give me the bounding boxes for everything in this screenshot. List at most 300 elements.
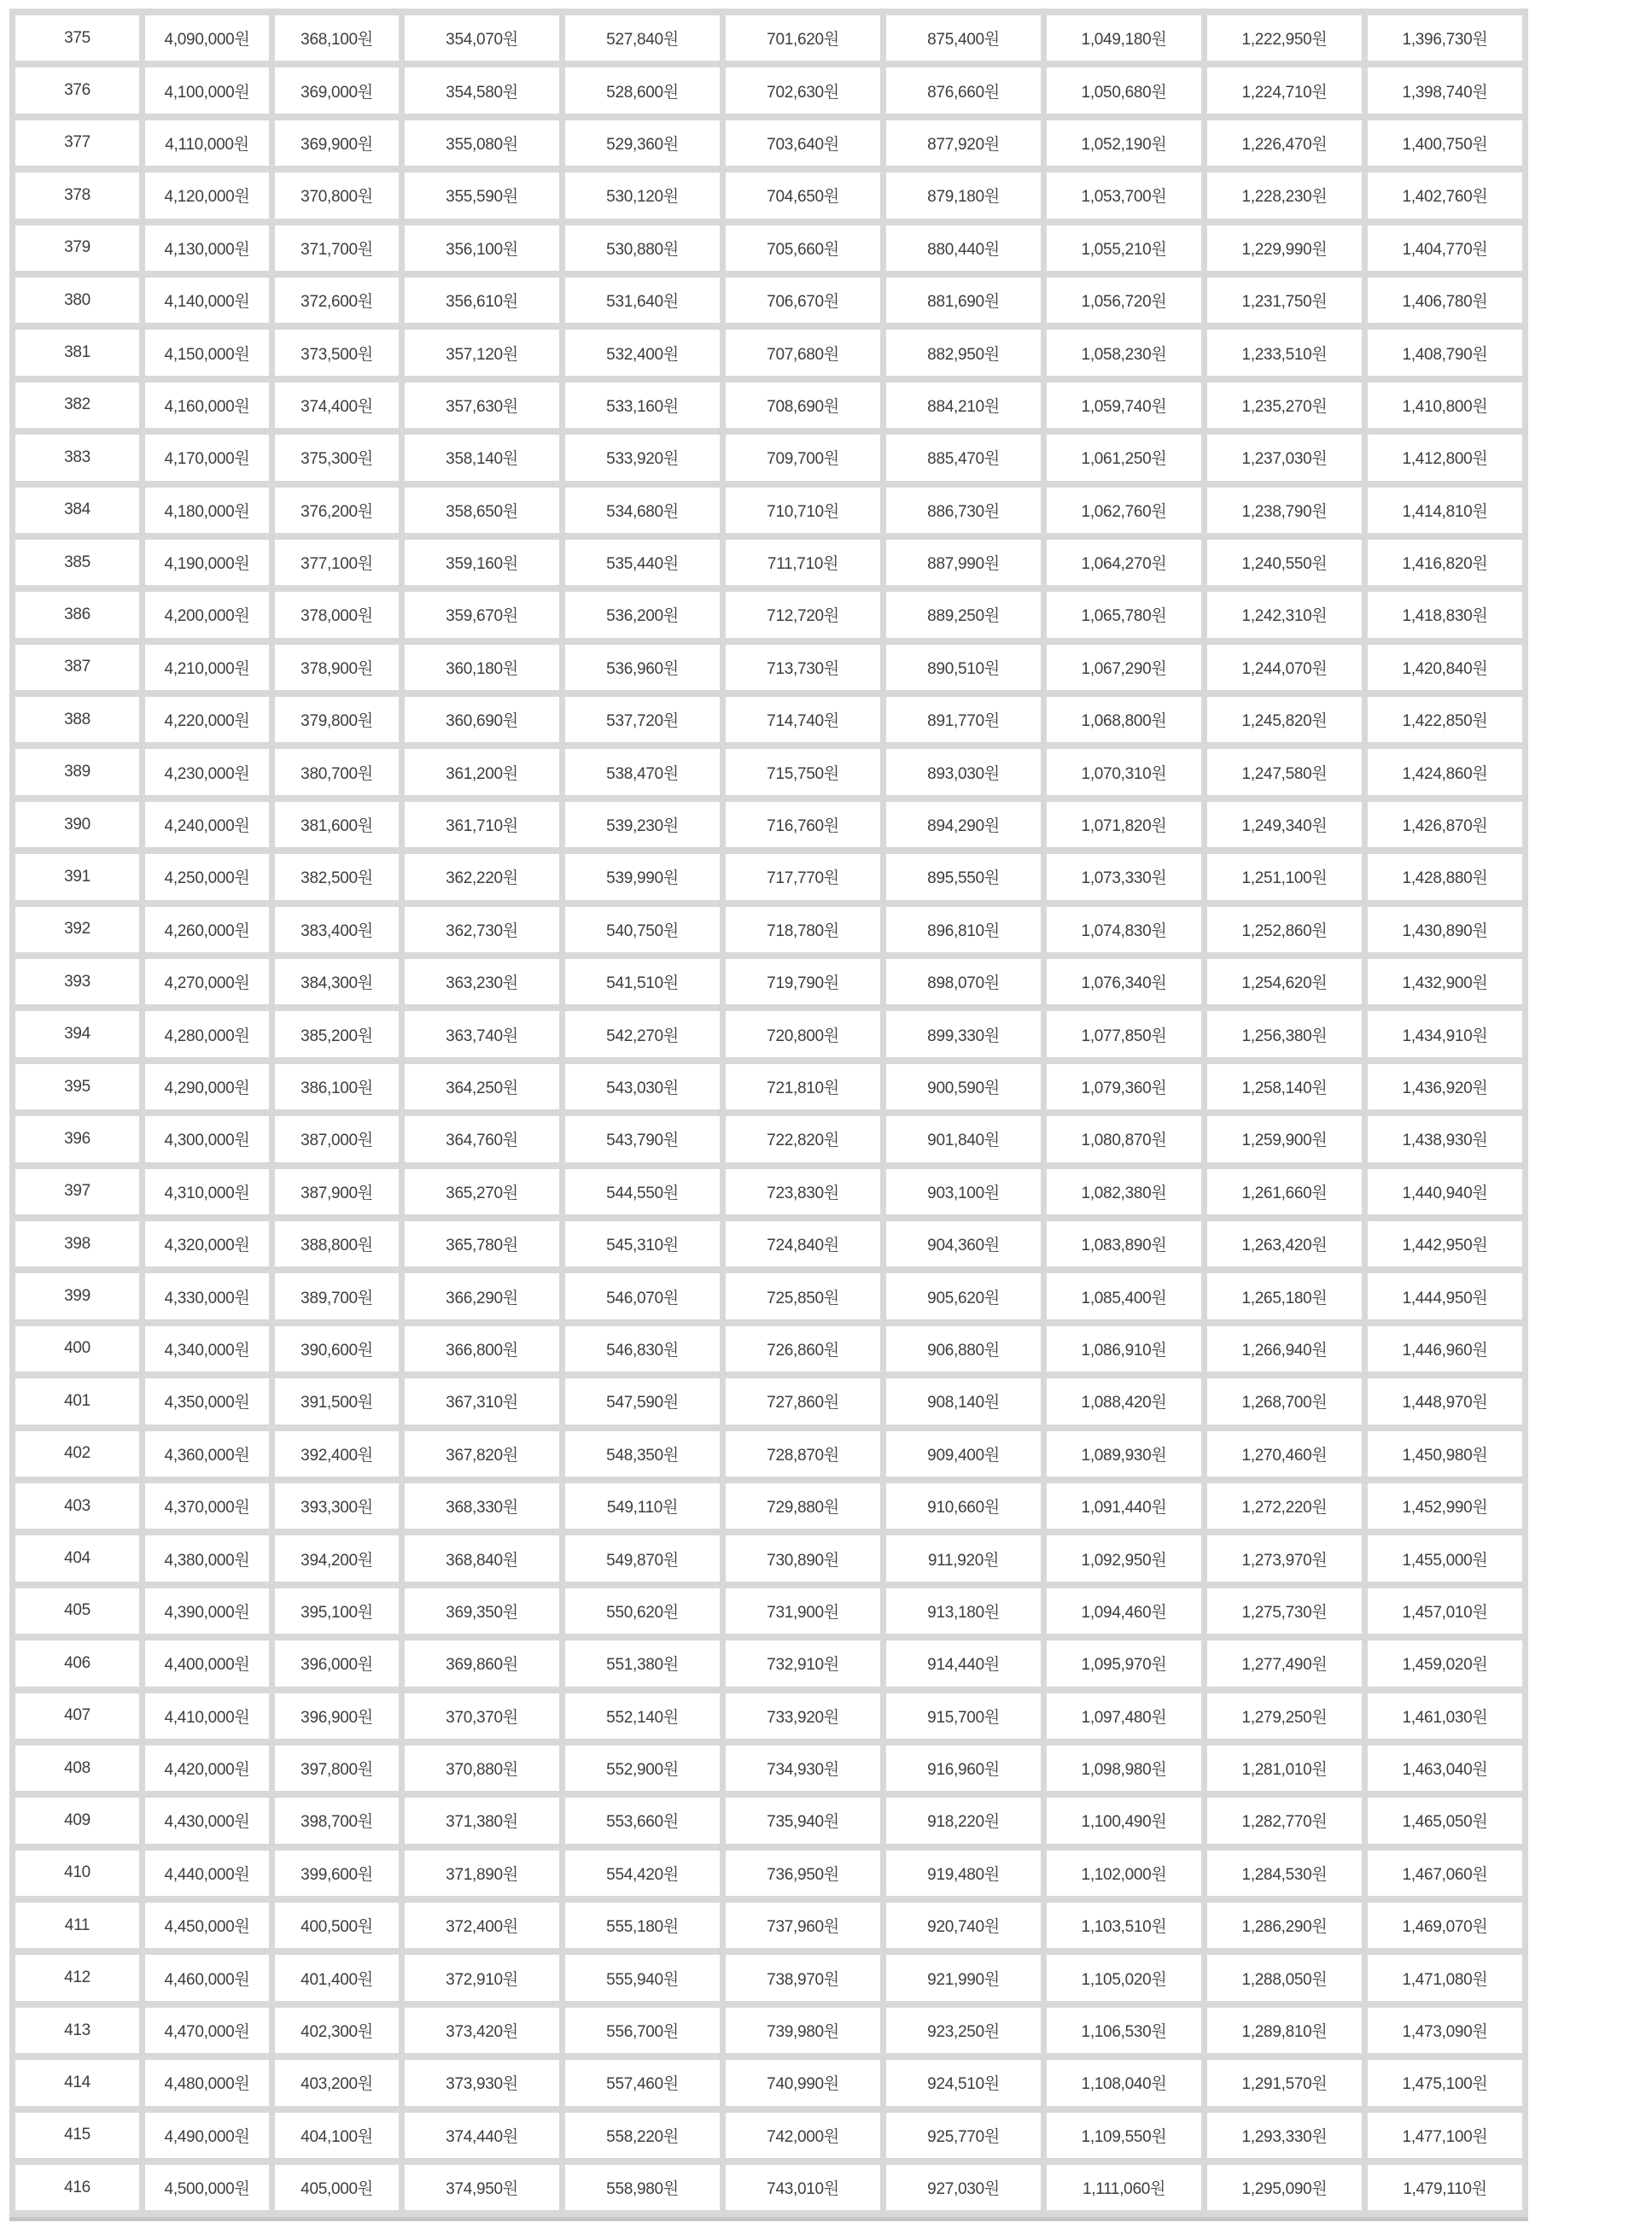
amount-cell: 1,436,920원 [1368,1064,1522,1109]
amount-cell: 1,268,700원 [1207,1378,1362,1424]
table-row [15,1903,1522,1948]
row-index-cell: 409 [15,1798,139,1843]
amount-cell: 724,840원 [726,1221,880,1266]
amount-cell: 1,052,190원 [1047,120,1201,166]
amount-cell: 388,800원 [275,1221,399,1266]
amount-cell: 923,250원 [886,2008,1041,2053]
amount-cell: 1,095,970원 [1047,1641,1201,1686]
amount-cell: 378,000원 [275,592,399,637]
amount-cell: 380,700원 [275,749,399,794]
amount-cell: 1,103,510원 [1047,1903,1201,1948]
amount-cell: 1,254,620원 [1207,959,1362,1004]
amount-cell: 4,230,000원 [145,749,269,794]
amount-cell: 927,030원 [886,2165,1041,2210]
table-row [15,907,1522,952]
amount-cell: 1,233,510원 [1207,330,1362,375]
table-row [15,2008,1522,2053]
amount-cell: 535,440원 [565,540,720,585]
row-index-cell: 402 [15,1431,139,1477]
amount-cell: 372,910원 [405,1955,559,2000]
amount-cell: 1,281,010원 [1207,1746,1362,1791]
amount-cell: 722,820원 [726,1116,880,1161]
amount-cell: 1,412,800원 [1368,435,1522,480]
amount-cell: 386,100원 [275,1064,399,1109]
amount-cell: 4,460,000원 [145,1955,269,2000]
amount-cell: 910,660원 [886,1483,1041,1529]
table-row [15,1798,1522,1843]
amount-cell: 363,230원 [405,959,559,1004]
amount-cell: 737,960원 [726,1903,880,1948]
amount-cell: 1,422,850원 [1368,697,1522,742]
amount-cell: 4,370,000원 [145,1483,269,1529]
amount-cell: 404,100원 [275,2113,399,2158]
row-index-cell: 376 [15,67,139,113]
amount-cell: 354,580원 [405,67,559,113]
amount-cell: 355,080원 [405,120,559,166]
amount-cell: 1,459,020원 [1368,1641,1522,1686]
table-row [15,173,1522,218]
row-index-cell: 385 [15,540,139,585]
amount-cell: 387,000원 [275,1116,399,1161]
amount-cell: 1,469,070원 [1368,1903,1522,1948]
amount-cell: 1,228,230원 [1207,173,1362,218]
row-index-cell: 408 [15,1746,139,1791]
amount-cell: 368,330원 [405,1483,559,1529]
amount-cell: 357,630원 [405,383,559,428]
row-index-cell: 381 [15,330,139,375]
amount-cell: 539,990원 [565,854,720,899]
amount-cell: 1,259,900원 [1207,1116,1362,1161]
amount-cell: 719,790원 [726,959,880,1004]
amount-cell: 543,030원 [565,1064,720,1109]
amount-cell: 1,058,230원 [1047,330,1201,375]
amount-cell: 1,266,940원 [1207,1326,1362,1371]
amount-cell: 1,065,780원 [1047,592,1201,637]
amount-cell: 714,740원 [726,697,880,742]
amount-cell: 876,660원 [886,67,1041,113]
amount-cell: 4,240,000원 [145,802,269,847]
amount-cell: 382,500원 [275,854,399,899]
amount-cell: 703,640원 [726,120,880,166]
amount-cell: 891,770원 [886,697,1041,742]
amount-cell: 529,360원 [565,120,720,166]
amount-cell: 358,140원 [405,435,559,480]
row-index-cell: 398 [15,1221,139,1266]
withholding-amount-table [9,9,1528,2217]
amount-cell: 911,920원 [886,1535,1041,1581]
table-row [15,2165,1522,2210]
amount-cell: 712,720원 [726,592,880,637]
amount-cell: 536,200원 [565,592,720,637]
amount-cell: 367,310원 [405,1378,559,1424]
amount-cell: 898,070원 [886,959,1041,1004]
amount-cell: 4,350,000원 [145,1378,269,1424]
amount-cell: 372,400원 [405,1903,559,1948]
amount-cell: 893,030원 [886,749,1041,794]
amount-cell: 1,224,710원 [1207,67,1362,113]
amount-cell: 374,440원 [405,2113,559,2158]
amount-cell: 370,370원 [405,1693,559,1739]
amount-cell: 726,860원 [726,1326,880,1371]
amount-cell: 398,700원 [275,1798,399,1843]
table-row [15,1955,1522,2000]
amount-cell: 1,091,440원 [1047,1483,1201,1529]
amount-cell: 731,900원 [726,1588,880,1634]
amount-cell: 533,160원 [565,383,720,428]
amount-cell: 1,461,030원 [1368,1693,1522,1739]
amount-cell: 1,475,100원 [1368,2060,1522,2105]
amount-cell: 4,210,000원 [145,645,269,690]
amount-cell: 4,390,000원 [145,1588,269,1634]
table-row [15,278,1522,323]
amount-cell: 373,500원 [275,330,399,375]
amount-cell: 717,770원 [726,854,880,899]
amount-cell: 1,414,810원 [1368,488,1522,533]
amount-cell: 374,400원 [275,383,399,428]
amount-cell: 396,900원 [275,1693,399,1739]
table-row [15,959,1522,1004]
amount-cell: 701,620원 [726,15,880,61]
amount-cell: 538,470원 [565,749,720,794]
amount-cell: 359,670원 [405,592,559,637]
amount-cell: 916,960원 [886,1746,1041,1791]
amount-cell: 715,750원 [726,749,880,794]
row-index-cell: 416 [15,2165,139,2210]
table-row [15,15,1522,61]
amount-cell: 905,620원 [886,1273,1041,1319]
amount-cell: 1,222,950원 [1207,15,1362,61]
amount-cell: 1,408,790원 [1368,330,1522,375]
amount-cell: 4,110,000원 [145,120,269,166]
amount-cell: 739,980원 [726,2008,880,2053]
amount-cell: 1,226,470원 [1207,120,1362,166]
amount-cell: 1,061,250원 [1047,435,1201,480]
table-row [15,120,1522,166]
amount-cell: 1,426,870원 [1368,802,1522,847]
table-row [15,67,1522,113]
amount-cell: 370,880원 [405,1746,559,1791]
row-index-cell: 406 [15,1641,139,1686]
table-row [15,1221,1522,1266]
amount-cell: 1,071,820원 [1047,802,1201,847]
amount-cell: 4,420,000원 [145,1746,269,1791]
amount-cell: 1,055,210원 [1047,225,1201,271]
amount-cell: 709,700원 [726,435,880,480]
amount-cell: 924,510원 [886,2060,1041,2105]
amount-cell: 1,465,050원 [1368,1798,1522,1843]
amount-cell: 915,700원 [886,1693,1041,1739]
table-row [15,1169,1522,1214]
amount-cell: 546,830원 [565,1326,720,1371]
amount-cell: 372,600원 [275,278,399,323]
amount-cell: 4,100,000원 [145,67,269,113]
row-index-cell: 410 [15,1851,139,1896]
amount-cell: 1,056,720원 [1047,278,1201,323]
table-row [15,225,1522,271]
amount-cell: 4,320,000원 [145,1221,269,1266]
amount-cell: 4,480,000원 [145,2060,269,2105]
amount-cell: 1,434,910원 [1368,1011,1522,1056]
table-row [15,1746,1522,1791]
amount-cell: 889,250원 [886,592,1041,637]
amount-cell: 1,440,940원 [1368,1169,1522,1214]
amount-cell: 1,284,530원 [1207,1851,1362,1896]
amount-cell: 369,900원 [275,120,399,166]
amount-cell: 1,062,760원 [1047,488,1201,533]
amount-cell: 1,083,890원 [1047,1221,1201,1266]
amount-cell: 558,980원 [565,2165,720,2210]
amount-cell: 1,275,730원 [1207,1588,1362,1634]
amount-cell: 1,473,090원 [1368,2008,1522,2053]
row-index-cell: 401 [15,1378,139,1424]
amount-cell: 1,289,810원 [1207,2008,1362,2053]
amount-cell: 1,237,030원 [1207,435,1362,480]
amount-cell: 1,235,270원 [1207,383,1362,428]
amount-cell: 550,620원 [565,1588,720,1634]
amount-cell: 1,291,570원 [1207,2060,1362,2105]
amount-cell: 727,860원 [726,1378,880,1424]
amount-cell: 381,600원 [275,802,399,847]
amount-cell: 536,960원 [565,645,720,690]
amount-cell: 1,279,250원 [1207,1693,1362,1739]
amount-cell: 403,200원 [275,2060,399,2105]
amount-cell: 721,810원 [726,1064,880,1109]
amount-cell: 555,180원 [565,1903,720,1948]
amount-cell: 1,085,400원 [1047,1273,1201,1319]
amount-cell: 736,950원 [726,1851,880,1896]
table-row [15,1851,1522,1896]
amount-cell: 1,100,490원 [1047,1798,1201,1843]
amount-cell: 547,590원 [565,1378,720,1424]
amount-cell: 390,600원 [275,1326,399,1371]
amount-cell: 4,260,000원 [145,907,269,952]
amount-cell: 1,402,760원 [1368,173,1522,218]
amount-cell: 360,690원 [405,697,559,742]
amount-cell: 540,750원 [565,907,720,952]
amount-cell: 904,360원 [886,1221,1041,1266]
amount-cell: 399,600원 [275,1851,399,1896]
amount-cell: 711,710원 [726,540,880,585]
amount-cell: 1,406,780원 [1368,278,1522,323]
amount-cell: 877,920원 [886,120,1041,166]
row-index-cell: 404 [15,1535,139,1581]
amount-cell: 4,330,000원 [145,1273,269,1319]
table-row [15,592,1522,637]
amount-cell: 4,310,000원 [145,1169,269,1214]
amount-cell: 400,500원 [275,1903,399,1948]
table-row [15,488,1522,533]
table-row [15,1641,1522,1686]
amount-cell: 4,250,000원 [145,854,269,899]
amount-cell: 4,490,000원 [145,2113,269,2158]
row-index-cell: 392 [15,907,139,952]
amount-cell: 401,400원 [275,1955,399,2000]
amount-cell: 1,102,000원 [1047,1851,1201,1896]
row-index-cell: 388 [15,697,139,742]
amount-cell: 384,300원 [275,959,399,1004]
amount-cell: 1,245,820원 [1207,697,1362,742]
amount-cell: 1,049,180원 [1047,15,1201,61]
amount-cell: 1,261,660원 [1207,1169,1362,1214]
amount-cell: 537,720원 [565,697,720,742]
amount-cell: 371,380원 [405,1798,559,1843]
amount-cell: 723,830원 [726,1169,880,1214]
amount-cell: 743,010원 [726,2165,880,2210]
amount-cell: 899,330원 [886,1011,1041,1056]
table-row [15,2060,1522,2105]
amount-cell: 1,082,380원 [1047,1169,1201,1214]
amount-cell: 4,360,000원 [145,1431,269,1477]
amount-cell: 1,080,870원 [1047,1116,1201,1161]
amount-cell: 534,680원 [565,488,720,533]
row-index-cell: 375 [15,15,139,61]
amount-cell: 385,200원 [275,1011,399,1056]
amount-cell: 1,444,950원 [1368,1273,1522,1319]
amount-cell: 1,092,950원 [1047,1535,1201,1581]
amount-cell: 920,740원 [886,1903,1041,1948]
table-row [15,697,1522,742]
amount-cell: 1,109,550원 [1047,2113,1201,2158]
table-row [15,645,1522,690]
amount-cell: 1,074,830원 [1047,907,1201,952]
amount-cell: 708,690원 [726,383,880,428]
amount-cell: 558,220원 [565,2113,720,2158]
amount-cell: 1,452,990원 [1368,1483,1522,1529]
amount-cell: 1,097,480원 [1047,1693,1201,1739]
amount-cell: 361,710원 [405,802,559,847]
amount-cell: 1,263,420원 [1207,1221,1362,1266]
row-index-cell: 413 [15,2008,139,2053]
amount-cell: 392,400원 [275,1431,399,1477]
amount-cell: 1,229,990원 [1207,225,1362,271]
amount-cell: 1,446,960원 [1368,1326,1522,1371]
amount-cell: 539,230원 [565,802,720,847]
amount-cell: 1,479,110원 [1368,2165,1522,2210]
amount-cell: 4,430,000원 [145,1798,269,1843]
amount-cell: 730,890원 [726,1535,880,1581]
amount-cell: 358,650원 [405,488,559,533]
amount-cell: 553,660원 [565,1798,720,1843]
table-row [15,383,1522,428]
amount-cell: 355,590원 [405,173,559,218]
amount-cell: 1,438,930원 [1368,1116,1522,1161]
row-index-cell: 379 [15,225,139,271]
row-index-cell: 387 [15,645,139,690]
amount-cell: 4,130,000원 [145,225,269,271]
amount-cell: 530,880원 [565,225,720,271]
amount-cell: 1,265,180원 [1207,1273,1362,1319]
amount-cell: 1,272,220원 [1207,1483,1362,1529]
amount-cell: 393,300원 [275,1483,399,1529]
amount-cell: 1,277,490원 [1207,1641,1362,1686]
amount-cell: 896,810원 [886,907,1041,952]
amount-cell: 1,238,790원 [1207,488,1362,533]
amount-cell: 882,950원 [886,330,1041,375]
amount-cell: 733,920원 [726,1693,880,1739]
row-index-cell: 386 [15,592,139,637]
amount-cell: 925,770원 [886,2113,1041,2158]
amount-cell: 364,760원 [405,1116,559,1161]
amount-cell: 555,940원 [565,1955,720,2000]
amount-cell: 4,340,000원 [145,1326,269,1371]
amount-cell: 1,467,060원 [1368,1851,1522,1896]
amount-cell: 552,140원 [565,1693,720,1739]
amount-cell: 1,428,880원 [1368,854,1522,899]
table-row [15,749,1522,794]
table-row [15,1431,1522,1477]
amount-cell: 368,100원 [275,15,399,61]
amount-cell: 1,053,700원 [1047,173,1201,218]
amount-cell: 1,450,980원 [1368,1431,1522,1477]
amount-cell: 552,900원 [565,1746,720,1791]
amount-cell: 1,396,730원 [1368,15,1522,61]
amount-cell: 394,200원 [275,1535,399,1581]
table-row [15,1064,1522,1109]
amount-cell: 1,242,310원 [1207,592,1362,637]
amount-cell: 542,270원 [565,1011,720,1056]
amount-cell: 365,780원 [405,1221,559,1266]
amount-cell: 546,070원 [565,1273,720,1319]
amount-cell: 4,500,000원 [145,2165,269,2210]
amount-cell: 367,820원 [405,1431,559,1477]
amount-cell: 4,180,000원 [145,488,269,533]
amount-cell: 707,680원 [726,330,880,375]
amount-cell: 702,630원 [726,67,880,113]
table-bottom-border [9,2217,1528,2221]
amount-cell: 528,600원 [565,67,720,113]
amount-cell: 1,105,020원 [1047,1955,1201,2000]
amount-cell: 548,350원 [565,1431,720,1477]
table-row [15,1693,1522,1739]
amount-cell: 4,140,000원 [145,278,269,323]
amount-cell: 1,463,040원 [1368,1746,1522,1791]
amount-cell: 557,460원 [565,2060,720,2105]
amount-cell: 378,900원 [275,645,399,690]
amount-cell: 364,250원 [405,1064,559,1109]
amount-cell: 357,120원 [405,330,559,375]
amount-cell: 391,500원 [275,1378,399,1424]
amount-cell: 1,249,340원 [1207,802,1362,847]
amount-cell: 371,700원 [275,225,399,271]
amount-cell: 894,290원 [886,802,1041,847]
row-index-cell: 391 [15,854,139,899]
amount-cell: 887,990원 [886,540,1041,585]
row-index-cell: 384 [15,488,139,533]
amount-cell: 909,400원 [886,1431,1041,1477]
amount-cell: 1,471,080원 [1368,1955,1522,2000]
row-index-cell: 405 [15,1588,139,1634]
amount-cell: 1,286,290원 [1207,1903,1362,1948]
amount-cell: 1,240,550원 [1207,540,1362,585]
amount-cell: 361,200원 [405,749,559,794]
amount-cell: 738,970원 [726,1955,880,2000]
amount-cell: 362,730원 [405,907,559,952]
amount-cell: 1,076,340원 [1047,959,1201,1004]
amount-cell: 713,730원 [726,645,880,690]
amount-cell: 359,160원 [405,540,559,585]
table-row [15,1535,1522,1581]
row-index-cell: 407 [15,1693,139,1739]
amount-cell: 4,300,000원 [145,1116,269,1161]
table-row [15,435,1522,480]
row-index-cell: 414 [15,2060,139,2105]
row-index-cell: 390 [15,802,139,847]
amount-cell: 369,350원 [405,1588,559,1634]
amount-cell: 1,400,750원 [1368,120,1522,166]
amount-cell: 365,270원 [405,1169,559,1214]
amount-cell: 1,106,530원 [1047,2008,1201,2053]
amount-cell: 913,180원 [886,1588,1041,1634]
